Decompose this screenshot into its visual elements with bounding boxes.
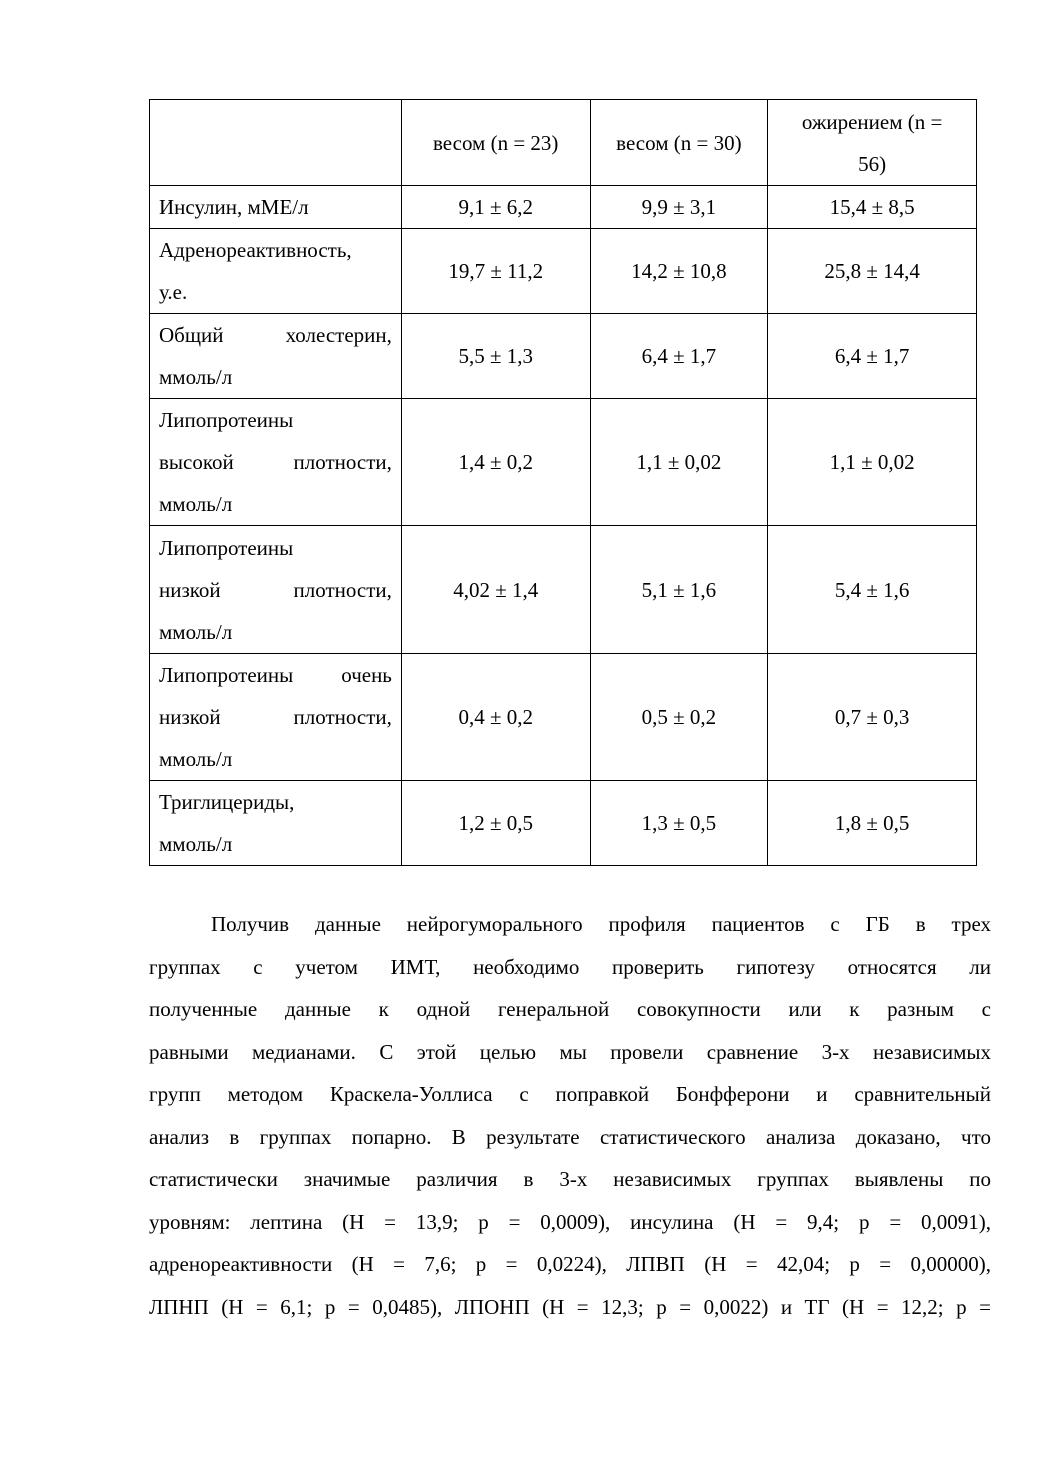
paragraph-line: равными медианами. С этой целью мы провели сравнение 3-х независимых <box>149 1039 991 1064</box>
table-cell: 4,02 ± 1,4 <box>401 526 590 654</box>
table-cell: 0,7 ± 0,3 <box>768 654 977 781</box>
paragraph-line: уровням: лептина (Н = 13,9; р = 0,0009), инсулина (Н = 9,4; р = 0,0091), <box>149 1209 991 1234</box>
row-label-line: Инсулин, мМЕ/л <box>159 195 309 219</box>
table-header-row <box>150 100 977 186</box>
body-paragraph <box>149 903 991 1328</box>
header-line: ожирением (n = <box>801 109 943 134</box>
row-label <box>150 186 402 229</box>
table-cell: 1,2 ± 0,5 <box>401 781 590 866</box>
row-label-line: ммоль/л <box>159 365 233 389</box>
header-cell-empty <box>150 100 402 186</box>
table-cell: 5,1 ± 1,6 <box>590 526 768 654</box>
row-label-line: ммоль/л <box>159 619 233 644</box>
table-row <box>150 229 977 314</box>
row-label <box>150 781 402 866</box>
paragraph-line: группах с учетом ИМТ, необходимо проверить гипотезу относятся ли <box>149 954 991 979</box>
table-row <box>150 314 977 399</box>
paragraph-line: полученные данные к одной генеральной совокупности или к разным с <box>149 997 991 1021</box>
table-cell: 9,1 ± 6,2 <box>401 186 590 229</box>
row-label-line: Липопротеины очень <box>159 663 392 687</box>
row-label-line: ммоль/л <box>159 492 233 516</box>
header-line: 56) <box>858 151 887 176</box>
row-label-line: низкой плотности, <box>159 577 392 602</box>
table-cell: 0,4 ± 0,2 <box>401 654 590 781</box>
paragraph-line: адренореактивности (Н = 7,6; р = 0,0224), ЛПВП (Н = 42,04; р = 0,00000), <box>149 1252 991 1276</box>
table-cell: 14,2 ± 10,8 <box>590 229 768 314</box>
paragraph-line: Получив данные нейрогуморального профиля пациентов с ГБ в трех <box>211 912 991 936</box>
row-label-line: у.е. <box>159 280 188 304</box>
paragraph-line: статистически значимые различия в 3-х независимых группах выявлены по <box>149 1167 991 1191</box>
row-label <box>150 654 402 781</box>
header-cell-group3 <box>768 100 977 186</box>
table-cell: 1,4 ± 0,2 <box>401 399 590 526</box>
table-cell: 25,8 ± 14,4 <box>768 229 977 314</box>
row-label <box>150 399 402 526</box>
header-cell-group2 <box>590 100 768 186</box>
row-label-line: Липопротеины <box>159 408 294 432</box>
header-line: весом (n = 23) <box>433 130 559 155</box>
table-cell: 0,5 ± 0,2 <box>590 654 768 781</box>
table-cell: 15,4 ± 8,5 <box>768 186 977 229</box>
paragraph-line: ЛПНП (Н = 6,1; р = 0,0485), ЛПОНП (Н = 12,3; р = 0,0022) и ТГ (Н = 12,2; р = <box>149 1294 991 1319</box>
row-label <box>150 526 402 654</box>
row-label-line: низкой плотности, <box>159 705 392 729</box>
table-row <box>150 654 977 781</box>
row-label-line: ммоль/л <box>159 832 233 856</box>
row-label <box>150 314 402 399</box>
row-label <box>150 229 402 314</box>
table-cell: 1,1 ± 0,02 <box>768 399 977 526</box>
paragraph-line: анализ в группах попарно. В результате статистического анализа доказано, что <box>149 1124 991 1149</box>
table-cell: 6,4 ± 1,7 <box>590 314 768 399</box>
header-cell-group1 <box>401 100 590 186</box>
row-label-line: Триглицериды, <box>159 790 295 814</box>
table-row <box>150 186 977 229</box>
row-label-line: Общий холестерин, <box>159 323 392 347</box>
row-label-line: Липопротеины <box>159 535 294 560</box>
table-row <box>150 781 977 866</box>
table-cell: 19,7 ± 11,2 <box>401 229 590 314</box>
results-table <box>149 99 977 866</box>
table-cell: 6,4 ± 1,7 <box>768 314 977 399</box>
table-cell: 9,9 ± 3,1 <box>590 186 768 229</box>
table-row <box>150 526 977 654</box>
row-label-line: Адренореактивность, <box>159 238 352 262</box>
table-row <box>150 399 977 526</box>
table-cell: 5,5 ± 1,3 <box>401 314 590 399</box>
table-cell: 1,8 ± 0,5 <box>768 781 977 866</box>
row-label-line: ммоль/л <box>159 747 233 771</box>
header-line: весом (n = 30) <box>616 130 742 155</box>
table-cell: 1,3 ± 0,5 <box>590 781 768 866</box>
paragraph-line: групп методом Краскела-Уоллиса с поправкой Бонфферони и сравнительный <box>149 1082 991 1106</box>
row-label-line: высокой плотности, <box>159 450 392 474</box>
table-cell: 1,1 ± 0,02 <box>590 399 768 526</box>
table-cell: 5,4 ± 1,6 <box>768 526 977 654</box>
